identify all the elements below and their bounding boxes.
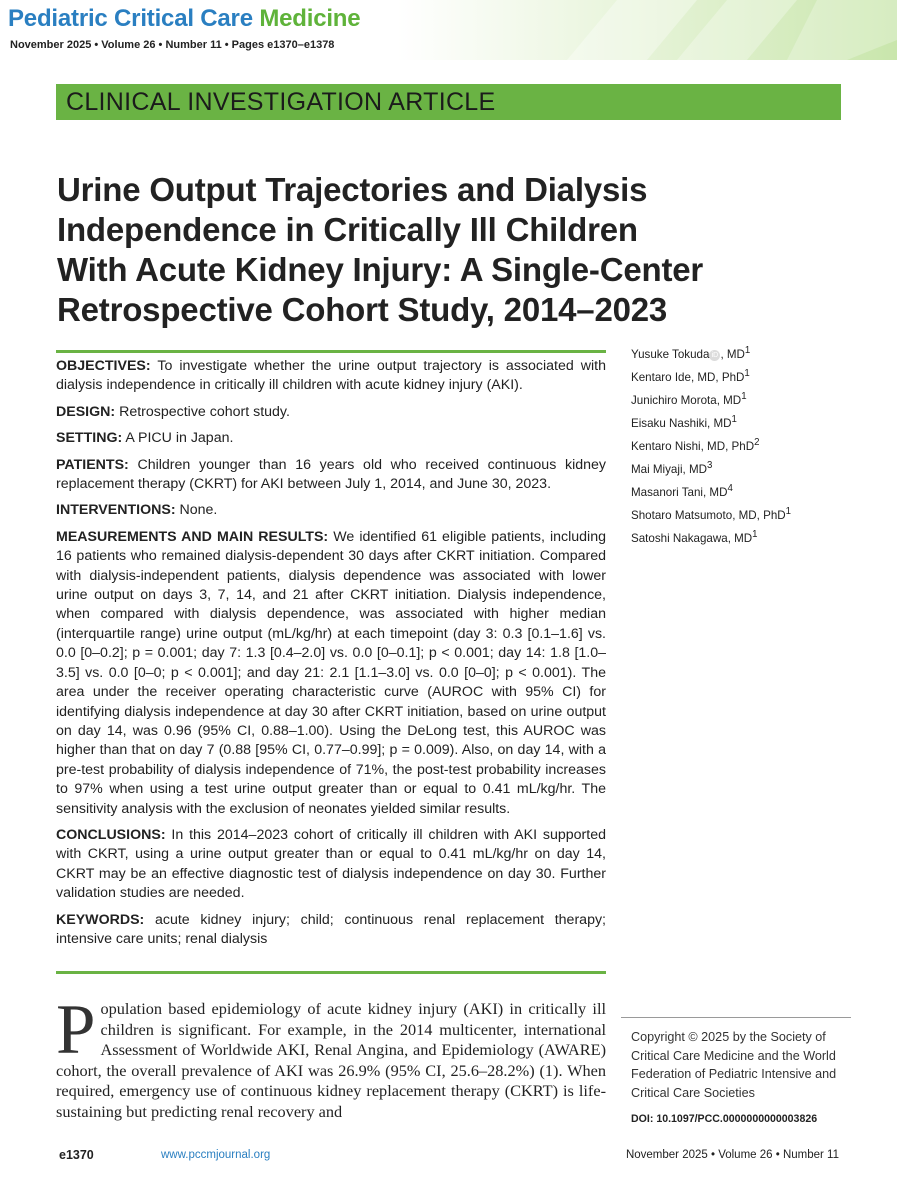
section-text: None. — [175, 502, 218, 519]
section-label: MEASUREMENTS AND MAIN RESULTS: — [56, 528, 329, 545]
affiliation-marker: 1 — [785, 506, 792, 517]
section-label: KEYWORDS: — [56, 911, 145, 928]
title-line: Urine Output Trajectories and Dialysis — [57, 171, 648, 208]
author-name: Eisaku Nashiki — [631, 416, 708, 430]
affiliation-marker: 1 — [744, 345, 751, 356]
author-item — [631, 504, 791, 527]
journal-title-main: Pediatric Critical Care — [8, 5, 260, 32]
affiliation-marker: 2 — [754, 437, 760, 448]
affiliation-marker: 4 — [727, 483, 733, 494]
article-title — [57, 170, 797, 330]
abstract — [56, 350, 606, 956]
affiliation-marker: 1 — [741, 391, 747, 402]
section-text: In this 2014–2023 cohort of critically ill children with AKI supported with CKRT, using a urine output greater than or equal to 0.41 mL/kg/hr on day 14, CKRT may be an effective diagnostic test of dialysis independence on day 30. Further validation studies are needed. — [56, 826, 606, 902]
author-name: Shotaro Matsumoto — [631, 508, 733, 522]
section-label: OBJECTIVES: — [56, 358, 151, 374]
abstract-keywords — [56, 911, 606, 950]
abstract-conclusions — [56, 826, 606, 904]
author-degree: , MD, PhD — [732, 508, 786, 522]
section-text: To investigate whether the urine output trajectory is associated with dialysis independence in critically ill children with acute kidney injury (AKI). — [56, 358, 606, 394]
author-name: Kentaro Ide — [631, 370, 691, 384]
abstract-setting — [56, 429, 606, 448]
section-text: acute kidney injury; child; continuous renal replacement therapy; intensive care units; renal dialysis — [56, 911, 606, 947]
journal-title — [8, 5, 360, 33]
author-name: Masanori Tani — [631, 485, 703, 499]
author-item — [631, 458, 791, 481]
article-type-banner: CLINICAL INVESTIGATION ARTICLE — [56, 84, 841, 120]
author-item — [631, 366, 791, 389]
author-degree: , MD, PhD — [690, 370, 745, 384]
section-text: Retrospective cohort study. — [115, 403, 290, 420]
author-name: Yusuke Tokuda — [631, 347, 710, 361]
abstract-design — [56, 403, 606, 422]
author-item — [631, 481, 791, 504]
doi — [631, 1113, 817, 1125]
section-text: A PICU in Japan. — [122, 430, 234, 447]
abstract-results — [56, 528, 606, 819]
copyright-notice: Copyright © 2025 by the Society of Critical Care Medicine and the World Federation of Pediatric Intensive and Critical Care Societies — [621, 1017, 851, 1102]
body-text: opulation based epidemiology of acute kidney injury (AKI) in critically ill children is significant. For example, in the 2014 multicenter, international Assessment of Worldwide AKI, Renal Angina, and Epidemiology (AWARE) cohort, the overall prevalence of AKI was 26.9% (95% CI, 25.6–28.2%) (1). When required, emergency use of continuous kidney replacement therapy (CKRT) is life-sustaining but predicting renal recovery and — [56, 999, 606, 1121]
author-degree: , MD — [716, 393, 742, 407]
title-line: Independence in Critically Ill Children — [57, 211, 638, 248]
journal-title-medicine: Medicine — [259, 5, 361, 32]
author-name: Kentaro Nishi — [631, 439, 701, 453]
author-degree: , MD — [727, 531, 753, 545]
title-line: Retrospective Cohort Study, 2014–2023 — [57, 291, 668, 328]
author-degree: , MD — [707, 416, 732, 430]
abstract-divider — [56, 971, 606, 974]
affiliation-marker: 3 — [707, 460, 713, 471]
doi-label: DOI: — [631, 1113, 657, 1125]
abstract-objectives — [56, 357, 606, 396]
title-line: With Acute Kidney Injury: A Single-Center — [57, 251, 704, 288]
section-label: SETTING: — [56, 430, 123, 447]
footer-issue: November 2025 • Volume 26 • Number 11 — [625, 1149, 839, 1161]
affiliation-marker: 1 — [752, 529, 758, 540]
author-item — [631, 435, 791, 458]
author-list — [631, 343, 791, 550]
author-name: Junichiro Morota — [631, 393, 717, 407]
abstract-interventions — [56, 501, 606, 520]
author-degree: , MD, PhD — [700, 439, 755, 453]
journal-header — [0, 0, 897, 60]
author-item — [631, 527, 791, 550]
section-label: CONCLUSIONS: — [56, 826, 166, 843]
author-degree: , MD — [682, 462, 708, 476]
doi-link[interactable]: 10.1097/PCC.0000000000003826 — [656, 1113, 818, 1125]
affiliation-marker: 1 — [744, 368, 750, 379]
section-label: DESIGN: — [56, 403, 116, 420]
author-name: Satoshi Nakagawa — [631, 531, 728, 545]
author-degree: , MD — [702, 485, 728, 499]
author-item — [631, 412, 791, 435]
author-item — [631, 343, 791, 366]
affiliation-marker: 1 — [731, 414, 737, 425]
page-number: e1370 — [59, 1148, 94, 1162]
issue-line: November 2025 • Volume 26 • Number 11 • Pages e1370–e1378 — [10, 39, 335, 51]
author-item — [631, 389, 791, 412]
header-decoration — [397, 0, 897, 60]
author-name: Mai Miyaji — [631, 462, 683, 476]
section-label: PATIENTS: — [56, 456, 129, 473]
section-text: Children younger than 16 years old who received continuous kidney replacement therapy (CKRT) for AKI between July 1, 2014, and June 30, 2023. — [56, 456, 606, 493]
abstract-patients — [56, 456, 606, 495]
body-paragraph — [56, 991, 606, 1123]
author-degree: , MD — [720, 347, 745, 361]
drop-cap: P — [56, 991, 96, 1069]
journal-url-link[interactable]: www.pccmjournal.org — [161, 1149, 271, 1161]
section-text: We identified 61 eligible patients, including 16 patients who remained dialysis-dependent 30 days after CKRT initiation. Compared with dialysis-independent patients, dialysis dependence was associated with lower urine output on days 3, 7, 14, and 21 after CKRT initiation. Dialysis independence, when compared with dialysis dependence, was associated with higher median (interquartile range) urine output (mL/kg/hr) at each timepoint (day 3: 0.3 [0.1–1.6] vs. 0.0 [0–0.2]; p = 0.001; day 7: 1.3 [0.4–2.0] vs. 0.0 [0–0.1]; p < 0.001; day 14: 1.8 [1.0–3.5] vs. 0.0 [0–0; p < 0.001]; and day 21: 2.1 [1.1–3.0] vs. 0.0 [0–0]; p < 0.001). The area under the receiver operating characteristic curve (AUROC with 95% CI) for identifying dialysis independence at day 30 after CKRT initiation, based on urine output on day 14, was 0.96 (95% CI, 0.88–1.00). Using the DeLong test, this AUROC was higher than that on day 7 (0.88 [95% CI, 0.77–0.99]; p = 0.009). Also, on day 14, with a pre-test probability of dialysis independence of 71%, the post-test probability increases to 97% when using a test urine output greater than or equal to 0.41 mL/kg/hr. The sensitivity analysis with the exclusion of neonates yielded similar results. — [56, 528, 606, 817]
section-label: INTERVENTIONS: — [56, 502, 176, 519]
orcid-icon[interactable]: iD — [709, 350, 720, 361]
